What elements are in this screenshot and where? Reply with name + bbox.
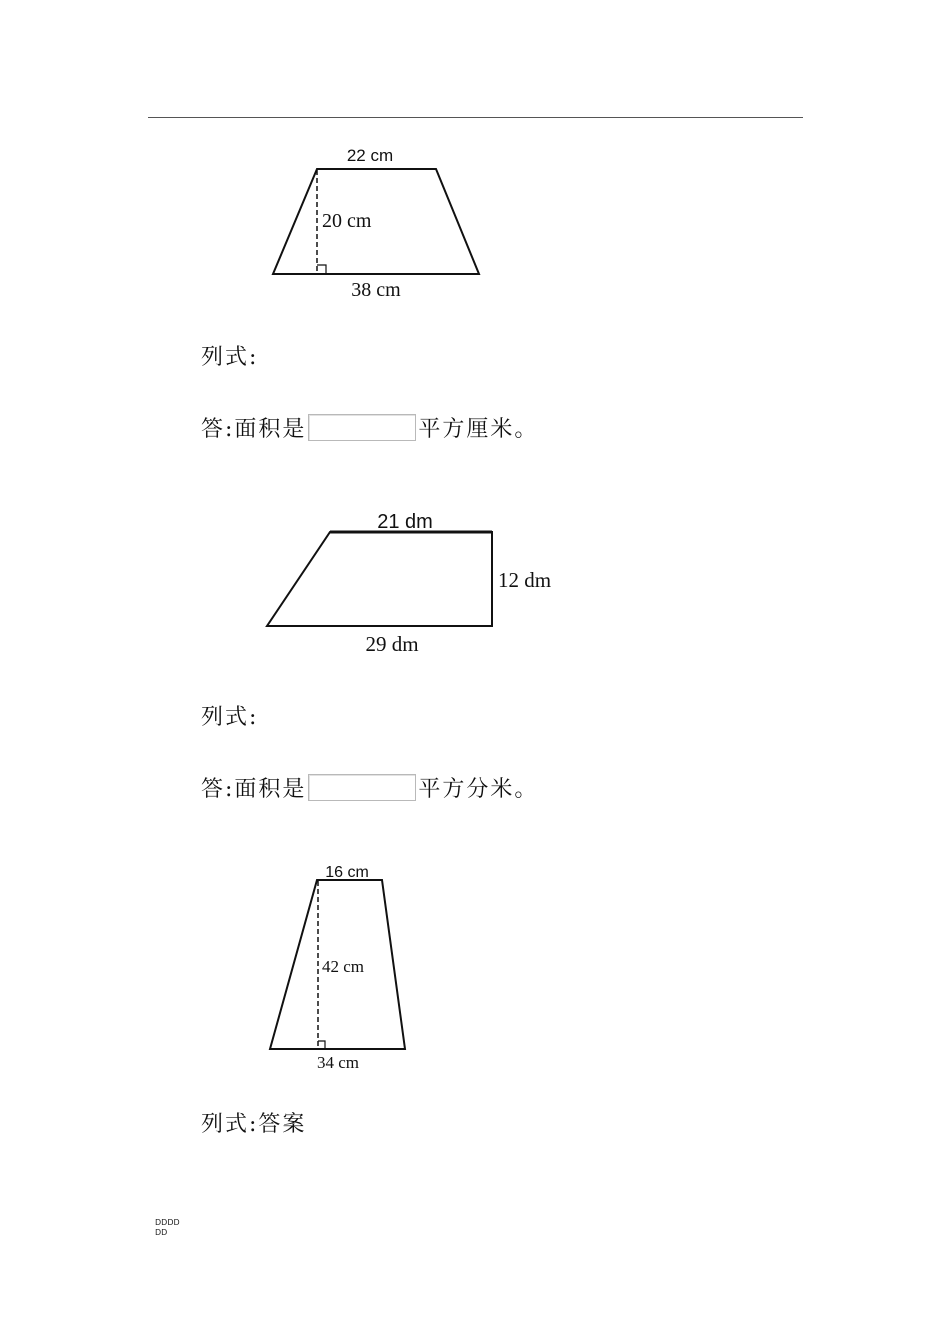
formula-label-3: 列式:答案: [201, 1112, 307, 1137]
bottom-base-label-3: 34 cm: [316, 1053, 360, 1072]
height-label-3: 42 cm: [322, 957, 365, 976]
top-base-label-1: 22 cm: [346, 146, 394, 165]
top-base-label-2: 21 dm: [377, 511, 433, 533]
formula-label-1: 列式:: [201, 345, 259, 370]
answer-prefix-2: 答:面积是: [201, 777, 307, 802]
answer-suffix-2: 平方分米。: [418, 777, 539, 802]
height-label-1: 20 cm: [322, 210, 372, 232]
top-base-label-3: 16 cm: [325, 864, 369, 881]
height-label-2: 12 dm: [498, 568, 552, 592]
bottom-base-label-2: 29 dm: [365, 632, 419, 656]
formula-label-2: 列式:: [201, 705, 259, 730]
answer-prefix-1: 答:面积是: [201, 417, 307, 442]
right-angle-mark-3: [318, 1041, 325, 1049]
footer-text: [155, 1218, 180, 1238]
footer-line-1: DDDD: [155, 1218, 180, 1227]
bottom-base-label-1: 38 cm: [351, 279, 401, 301]
answer-suffix-1: 平方厘米。: [418, 417, 539, 442]
footer-line-2: DD: [155, 1228, 168, 1237]
